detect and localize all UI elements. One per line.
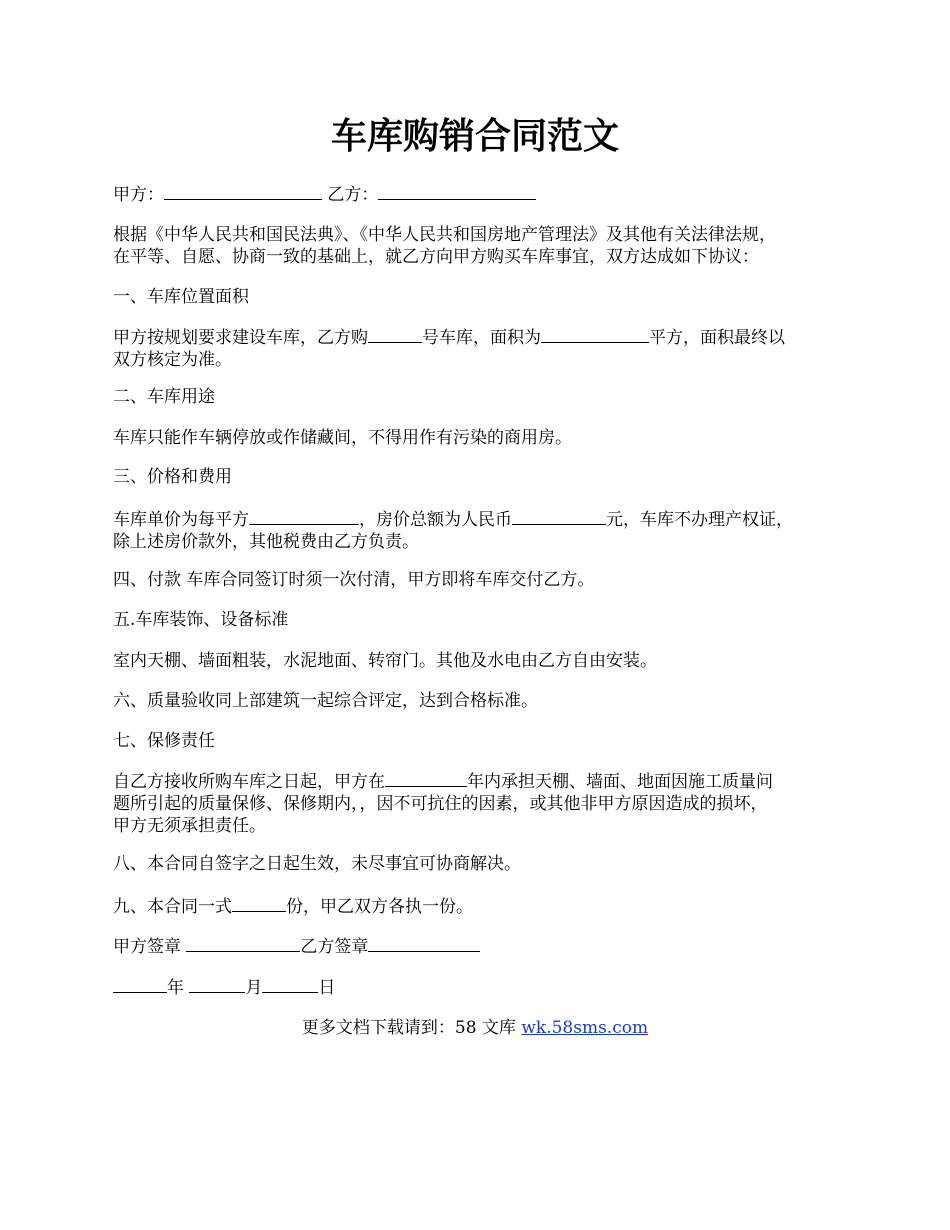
- section-7-text-a: 自乙方接收所购车库之日起，甲方在: [113, 772, 385, 792]
- party-b-signature-label: 乙方签章: [300, 937, 369, 957]
- warranty-years-blank: [385, 769, 467, 787]
- section-1-text-b: 号车库，面积为: [422, 328, 541, 348]
- section-1-body: [113, 325, 853, 371]
- section-2-body: 车库只能作车辆停放或作储藏间，不得用作有污染的商用房。: [113, 428, 572, 448]
- section-3-heading: 三、价格和费用: [113, 467, 232, 487]
- year-label: 年: [167, 978, 184, 998]
- section-3-body: [113, 507, 853, 553]
- signature-line: [113, 934, 853, 958]
- section-9-text-a: 九、本合同一式: [113, 897, 232, 917]
- party-a-signature-label: 甲方签章: [113, 937, 181, 957]
- section-6: 六、质量验收同上部建筑一起综合评定，达到合格标准。: [113, 691, 538, 711]
- preamble: [113, 224, 853, 268]
- document-title: 车库购销合同范文: [330, 115, 619, 157]
- date-line: [113, 975, 853, 999]
- footer-link[interactable]: wk.58sms.com: [521, 1018, 649, 1038]
- area-blank: [541, 325, 649, 343]
- month-label: 月: [245, 978, 263, 998]
- section-3-text-c: 元，车库不办理产权证，: [606, 510, 793, 530]
- parties-line: [113, 182, 853, 206]
- footer: [0, 1017, 950, 1039]
- section-9-text-b: 份，甲乙双方各执一份。: [286, 897, 473, 917]
- section-8: 八、本合同自签字之日起生效，未尽事宜可协商解决。: [113, 854, 521, 874]
- unit-price-blank: [249, 507, 359, 525]
- party-a-signature-blank: [186, 934, 300, 952]
- month-blank: [189, 975, 245, 993]
- total-price-blank: [512, 507, 606, 525]
- section-5-body: 室内天棚、墙面粗装，水泥地面、转帘门。其他及水电由乙方自由安装。: [113, 651, 657, 671]
- section-5-heading: 五.车库装饰、设备标准: [113, 610, 289, 630]
- party-b-signature-blank: [368, 934, 480, 952]
- section-2-heading: 二、车库用途: [113, 387, 215, 407]
- day-blank: [262, 975, 318, 993]
- section-7-text-b: 年内承担天棚、墙面、地面因施工质量问: [467, 772, 773, 792]
- section-7-heading: 七、保修责任: [113, 731, 215, 751]
- section-7-body: [113, 769, 853, 837]
- section-1-heading: 一、车库位置面积: [113, 287, 249, 307]
- party-b-label: 乙方：: [327, 185, 379, 205]
- garage-number-blank: [368, 325, 422, 343]
- party-a-blank: [164, 182, 322, 200]
- section-9: [113, 894, 853, 918]
- section-3-line-2: 除上述房价款外，其他税费由乙方负责。: [113, 532, 419, 552]
- day-label: 日: [318, 978, 336, 998]
- preamble-line-1: 根据《中华人民共和国民法典》、《中华人民共和国房地产管理法》及其他有关法律法规，: [113, 225, 776, 245]
- section-1-text-c: 平方，面积最终以: [649, 328, 785, 348]
- footer-text: 更多文档下载请到：58 文库: [301, 1018, 522, 1038]
- preamble-line-2: 在平等、自愿、协商一致的基础上，就乙方向甲方购买车库事宜，双方达成如下协议：: [113, 247, 759, 267]
- copies-blank: [232, 894, 286, 912]
- year-blank: [113, 975, 167, 993]
- party-b-blank: [378, 182, 536, 200]
- party-a-label: 甲方：: [113, 185, 164, 205]
- section-3-text-a: 车库单价为每平方: [113, 510, 249, 530]
- section-3-text-b: ，房价总额为人民币: [359, 510, 512, 530]
- section-7-line-3: 甲方无须承担责任。: [113, 816, 266, 836]
- section-7-line-2: 题所引起的质量保修、保修期内，，因不可抗住的因素，或其他非甲方原因造成的损坏，: [113, 794, 768, 814]
- section-4: 四、付款 车库合同签订时须一次付清，甲方即将车库交付乙方。: [113, 570, 595, 590]
- section-1-line-2: 双方核定为准。: [113, 350, 232, 370]
- section-1-text-a: 甲方按规划要求建设车库，乙方购: [113, 328, 368, 348]
